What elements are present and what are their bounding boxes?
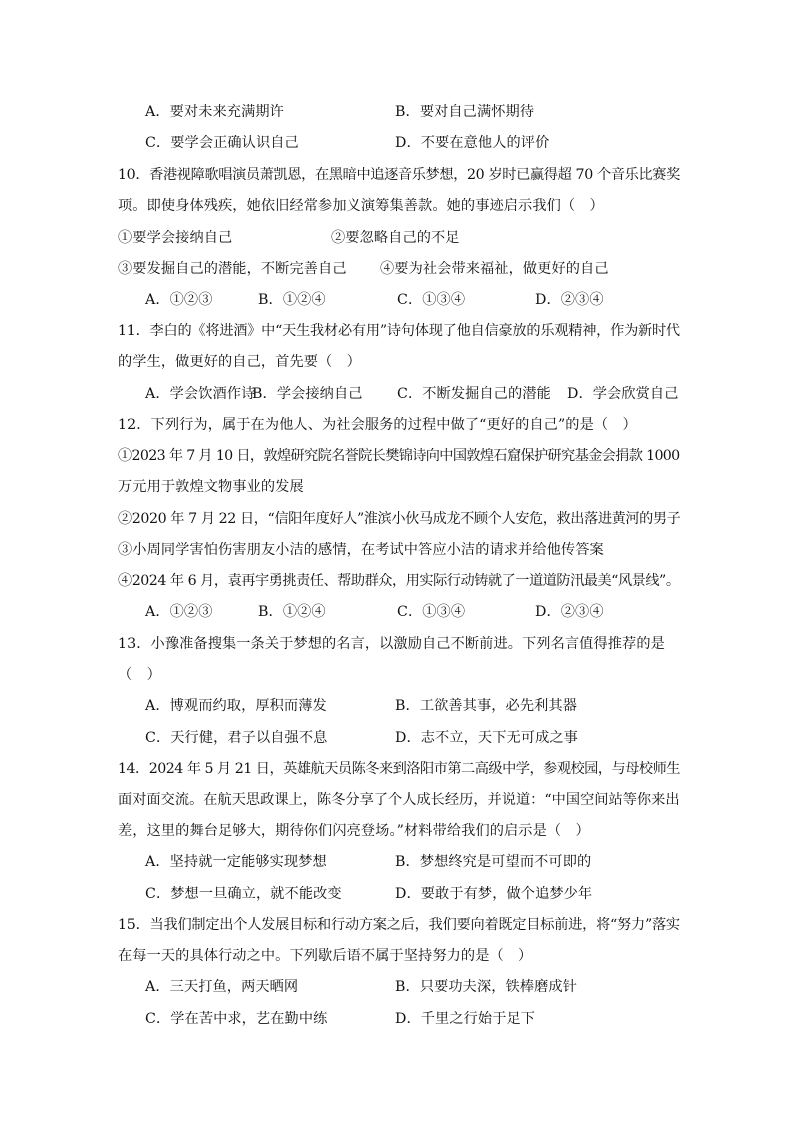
q11-option-d: D．学会欣赏自己	[567, 386, 679, 402]
q12-statement-1-line-1: ①2023 年 7 月 10 日，敦煌研究院名誉院长樊锦诗向中国敦煌石窟保护研究基金会捐款 1000	[118, 448, 680, 464]
q10-option-a: A．①②③	[145, 292, 213, 308]
q12-option-c: C．①③④	[397, 604, 466, 620]
q12-statement-3: ③小周同学害怕伤害朋友小洁的感情，在考试中答应小洁的请求并给他传答案	[118, 542, 604, 558]
q12-stem: 12．下列行为，属于在为他人、为社会服务的过程中做了“更好的自己”的是（ ）	[118, 417, 637, 433]
q15-option-a: A．三天打鱼，两天晒网	[145, 979, 299, 995]
q14-stem-line-2: 面对面交流。在航天思政课上，陈冬分享了个人成长经历，并说道：“中国空间站等你来出	[118, 792, 680, 808]
q12-statement-1-line-2: 万元用于敦煌文物事业的发展	[118, 479, 304, 495]
q13-option-b: B．工欲善其事，必先利其器	[395, 698, 577, 714]
q12-option-d: D．②③④	[535, 604, 604, 620]
q11-option-a: A．学会饮酒作诗	[145, 386, 256, 402]
q11-stem-line-2: 的学生，做更好的自己，首先要（ ）	[118, 354, 361, 370]
q14-option-c: C．梦想一旦确立，就不能改变	[145, 886, 342, 902]
q9-option-c: C．要学会正确认识自己	[145, 135, 299, 151]
q10-statement-1: ①要学会接纳自己	[118, 230, 233, 246]
q9-option-d: D．不要在意他人的评价	[395, 135, 550, 151]
q9-option-a: A．要对未来充满期许	[145, 104, 284, 120]
q13-stem-line-2: （ ）	[118, 667, 161, 683]
q14-stem-line-3: 差，这里的舞台足够大，期待你们闪亮登场。”材料带给我们的启示是（ ）	[118, 823, 590, 839]
q14-option-b: B．梦想终究是可望而不可即的	[395, 854, 592, 870]
q15-option-b: B．只要功夫深，铁棒磨成针	[395, 979, 577, 995]
q11-option-c: C．不断发掘自己的潜能	[397, 386, 551, 402]
q10-option-d: D．②③④	[535, 292, 604, 308]
q14-option-d: D．要敢于有梦，做个追梦少年	[395, 886, 593, 902]
q14-option-a: A．坚持就一定能够实现梦想	[145, 854, 327, 870]
q12-option-a: A．①②③	[145, 604, 213, 620]
q10-option-b: B．①②④	[258, 292, 326, 308]
q15-option-d: D．千里之行始于足下	[395, 1011, 536, 1027]
q10-statement-2: ②要忽略自己的不足	[331, 230, 460, 246]
q13-option-c: C．天行健，君子以自强不息	[145, 730, 328, 746]
q13-option-d: D．志不立，天下无可成之事	[395, 730, 578, 746]
q11-option-b: B．学会接纳自己	[252, 386, 363, 402]
q12-statement-4: ④2024 年 6 月，袁再宇勇挑责任、帮助群众，用实际行动铸就了一道道防汛最美“风景线”。	[118, 573, 680, 589]
q10-statement-3: ③要发掘自己的潜能，不断完善自己	[118, 261, 347, 277]
q10-stem-line-1: 10．香港视障歌唱演员萧凯恩，在黑暗中追逐音乐梦想，20 岁时已赢得超 70 个音乐比赛奖	[118, 167, 680, 183]
q13-option-a: A．博观而约取，厚积而薄发	[145, 698, 327, 714]
q10-statement-4: ④要为社会带来福祉，做更好的自己	[380, 261, 609, 277]
q15-option-c: C．学在苦中求，艺在勤中练	[145, 1011, 328, 1027]
q12-statement-2: ②2020 年 7 月 22 日，“信阳年度好人”淮滨小伙马成龙不顾个人安危，救出落进黄河的男子	[118, 511, 681, 527]
q12-option-b: B．①②④	[258, 604, 326, 620]
q10-option-c: C．①③④	[397, 292, 466, 308]
q15-stem-line-1: 15．当我们制定出个人发展目标和行动方案之后，我们要向着既定目标前进，将“努力”落实	[118, 917, 680, 933]
q10-stem-line-2: 项。即使身体残疾，她依旧经常参加义演筹集善款。她的事迹启示我们（ ）	[118, 198, 604, 214]
q11-stem-line-1: 11．李白的《将进酒》中“天生我材必有用”诗句体现了他自信豪放的乐观精神，作为新时代	[118, 323, 680, 339]
q9-option-b: B．要对自己满怀期待	[395, 104, 535, 120]
q13-stem-line-1: 13．小豫准备搜集一条关于梦想的名言，以激励自己不断前进。下列名言值得推荐的是	[118, 636, 665, 652]
q15-stem-line-2: 在每一天的具体行动之中。下列歇后语不属于坚持努力的是（ ）	[118, 948, 533, 964]
q14-stem-line-1: 14．2024 年 5 月 21 日，英雄航天员陈冬来到洛阳市第二高级中学，参观校园，与母校师生	[118, 761, 680, 777]
